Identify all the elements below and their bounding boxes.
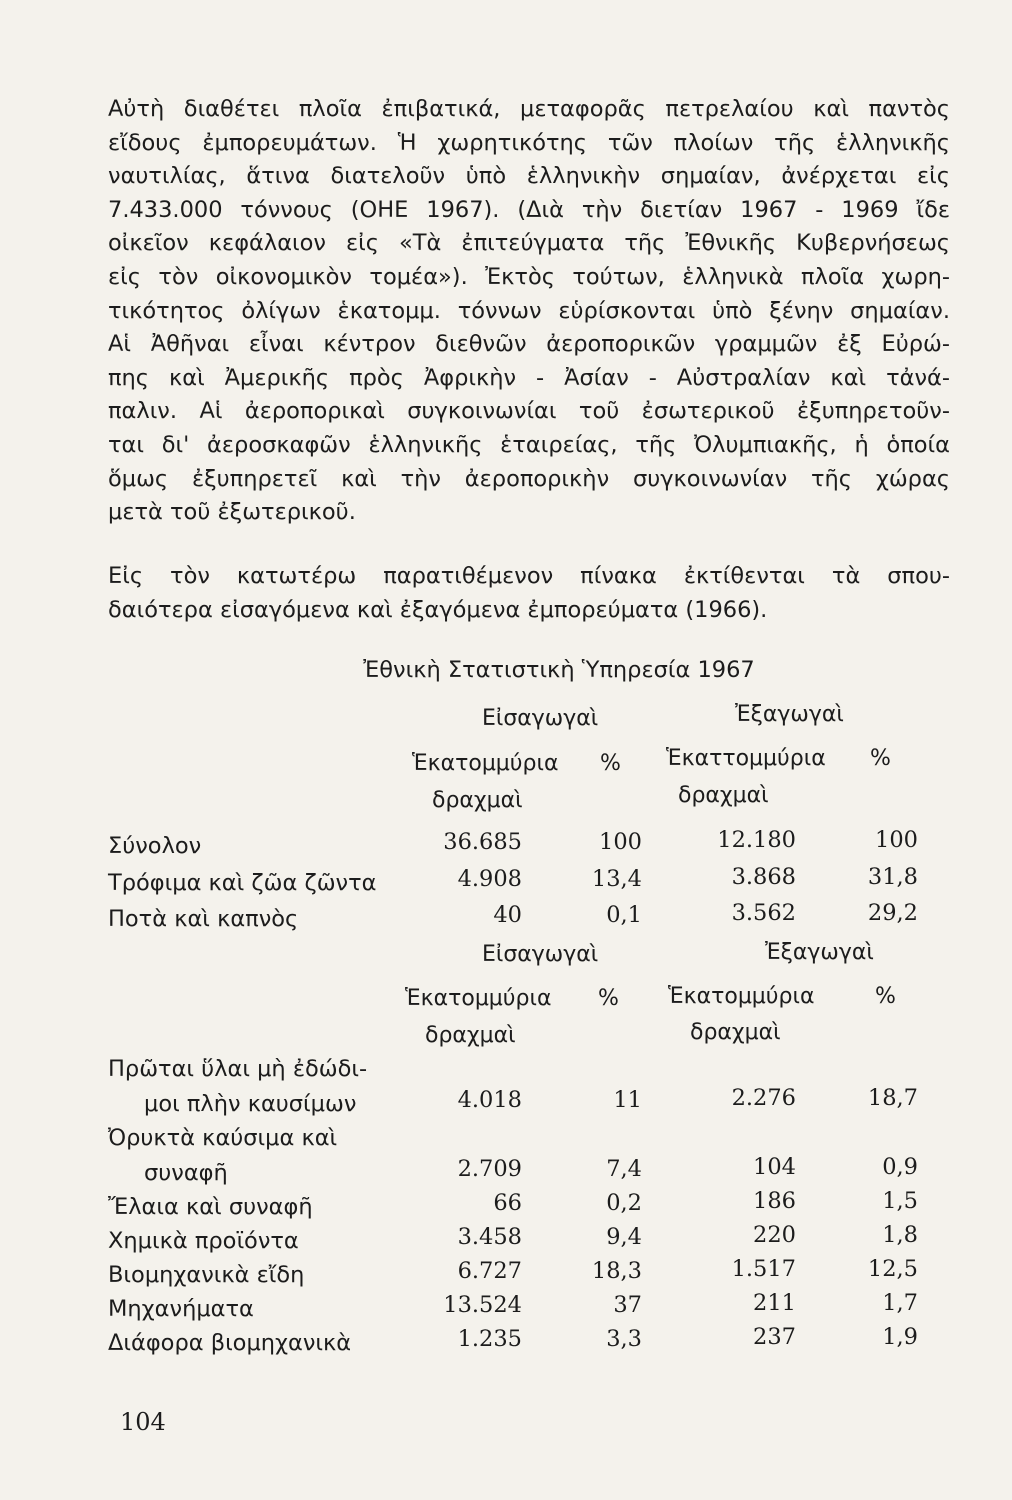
imports-percent: 9,4 <box>606 1224 642 1250</box>
text-line: εἴδους ἐμπορευμάτων. Ἡ χωρητικότης τῶν πλοίων τῆς ἑλληνικῆς <box>108 129 950 156</box>
exports-percent: 100 <box>875 827 918 853</box>
imports-percent: 3,3 <box>606 1326 642 1352</box>
text-line: μετὰ τοῦ ἐξωτερικοῦ. <box>108 499 356 526</box>
text-line: παλιν. Αἱ ἀεροπορικαὶ συγκοινωνίαι τοῦ ἐσωτερικοῦ ἐξυπηρετοῦν- <box>108 398 950 425</box>
imports-percent: 100 <box>599 829 642 855</box>
exports-unit-2: Ἑκατομμύρια <box>668 984 815 1009</box>
row-label: συναφῆ <box>144 1160 228 1186</box>
exports-pct-header-2: % <box>875 984 896 1009</box>
text-line: Εἰς τὸν κατωτέρω παρατιθέμενον πίνακα ἐκτίθενται τὰ σπου- <box>108 563 950 589</box>
row-label-line1: Πρῶται ὕλαι μὴ ἐδώδι- <box>108 1056 368 1082</box>
imports-percent: 7,4 <box>606 1156 642 1182</box>
exports-percent: 1,8 <box>882 1222 918 1248</box>
text-line: οἰκεῖον κεφάλαιον εἰς «Τὰ ἐπιτεύγματα τῆς Ἐθνικῆς Κυβερνήσεως <box>108 230 950 257</box>
text-line: Αἱ Ἀθῆναι εἶναι κέντρον διεθνῶν ἀεροπορικῶν γραμμῶν ἐξ Εὐρώ- <box>108 331 950 358</box>
imports-value: 4.018 <box>457 1087 522 1113</box>
imports-unit-2b: δραχμαὶ <box>425 1023 516 1048</box>
imports-percent: 13,4 <box>591 866 642 892</box>
exports-percent: 12,5 <box>867 1256 918 1282</box>
text-line: ναυτιλίας, ἅτινα διατελοῦν ὑπὸ ἑλληνικὴν σημαίαν, ἀνέρχεται εἰς <box>108 163 950 190</box>
imports-pct-header-1: % <box>600 751 621 776</box>
imports-value: 36.685 <box>443 829 522 855</box>
exports-value: 3.868 <box>731 864 796 890</box>
exports-unit-1: Ἑκαττομμύρια <box>666 746 826 771</box>
text-line: Αὐτὴ διαθέτει πλοῖα ἐπιβατικά, μεταφορᾶς πετρελαίου καὶ παντὸς <box>108 96 950 122</box>
imports-value: 40 <box>493 902 522 928</box>
imports-value: 4.908 <box>457 866 522 892</box>
imports-value: 2.709 <box>457 1156 522 1182</box>
row-label: μοι πλὴν καυσίμων <box>144 1091 357 1117</box>
imports-percent: 37 <box>613 1292 642 1318</box>
text-line: ὅμως ἐξυπηρετεῖ καὶ τὴν ἀεροπορικὴν συγκοινωνίαν τῆς χώρας <box>108 465 950 492</box>
row-label-line1: Ὀρυκτὰ καύσιμα καὶ <box>108 1125 338 1151</box>
imports-value: 13.524 <box>443 1292 522 1318</box>
imports-unit-1b: δραχμαὶ <box>432 788 523 813</box>
exports-value: 104 <box>753 1154 796 1180</box>
page-number: 104 <box>120 1408 166 1436</box>
exports-percent: 1,5 <box>882 1188 918 1214</box>
imports-percent: 11 <box>613 1087 642 1113</box>
imports-value: 6.727 <box>457 1258 522 1284</box>
imports-value: 3.458 <box>457 1224 522 1250</box>
exports-percent: 0,9 <box>882 1154 918 1180</box>
row-label: Ἔλαια καὶ συναφῆ <box>108 1194 313 1220</box>
imports-unit-1: Ἑκατομμύρια <box>412 751 559 776</box>
row-label: Διάφορα βιομηχανικὰ <box>108 1330 352 1356</box>
exports-value: 211 <box>753 1290 796 1316</box>
exports-header-2: Ἐξαγωγαὶ <box>765 940 874 965</box>
imports-percent: 18,3 <box>591 1258 642 1284</box>
row-label: Βιομηχανικὰ εἴδη <box>108 1262 305 1288</box>
imports-value: 66 <box>493 1190 522 1216</box>
row-label: Μηχανήματα <box>108 1296 254 1322</box>
exports-value: 2.276 <box>731 1085 796 1111</box>
text-line: πης καὶ Ἀμερικῆς πρὸς Ἀφρικὴν - Ἀσίαν - Αὐστραλίαν καὶ τἀνά- <box>108 364 950 391</box>
exports-percent: 1,9 <box>882 1324 918 1350</box>
row-label: Ποτὰ καὶ καπνὸς <box>108 906 299 932</box>
paragraph-trade-intro <box>108 560 950 627</box>
row-label: Τρόφιμα καὶ ζῶα ζῶντα <box>108 870 377 896</box>
exports-value: 186 <box>753 1188 796 1214</box>
imports-header-1: Εἰσαγωγαὶ <box>482 706 599 731</box>
paragraph-shipping-aviation <box>108 93 950 530</box>
exports-unit-1b: δραχμαὶ <box>678 783 769 808</box>
imports-percent: 0,2 <box>606 1190 642 1216</box>
exports-unit-2b: δραχμαὶ <box>690 1020 781 1045</box>
exports-header-1: Ἐξαγωγαὶ <box>735 702 844 727</box>
imports-unit-2: Ἑκατομμύρια <box>405 986 552 1011</box>
text-line: ται δι' ἀεροσκαφῶν ἑλληνικῆς ἑταιρείας, τῆς Ὀλυμπιακῆς, ἡ ὁποία <box>108 431 950 458</box>
exports-value: 1.517 <box>731 1256 796 1282</box>
exports-value: 3.562 <box>731 900 796 926</box>
exports-percent: 31,8 <box>867 864 918 890</box>
row-label: Σύνολον <box>108 833 202 859</box>
exports-percent: 29,2 <box>867 900 918 926</box>
exports-pct-header-1: % <box>870 746 891 771</box>
imports-value: 1.235 <box>457 1326 522 1352</box>
text-line: τικότητος ὀλίγων ἑκατομμ. τόννων εὑρίσκονται ὑπὸ ξένην σημαίαν. <box>108 297 950 324</box>
exports-value: 220 <box>753 1222 796 1248</box>
imports-header-2: Εἰσαγωγαὶ <box>482 942 599 967</box>
imports-percent: 0,1 <box>606 902 642 928</box>
exports-percent: 1,7 <box>882 1290 918 1316</box>
exports-value: 12.180 <box>717 827 796 853</box>
exports-percent: 18,7 <box>867 1085 918 1111</box>
text-line: 7.433.000 τόννους (ΟΗΕ 1967). (Διὰ τὴν διετίαν 1967 - 1969 ἴδε <box>108 196 950 223</box>
imports-pct-header-2: % <box>598 986 619 1011</box>
text-line: εἰς τὸν οἰκονομικὸν τομέα»). Ἐκτὸς τούτων, ἑλληνικὰ πλοῖα χωρη- <box>108 263 950 290</box>
row-label: Χημικὰ προϊόντα <box>108 1228 299 1254</box>
text-line: δαιότερα εἰσαγόμενα καὶ ἐξαγόμενα ἐμπορεύματα (1966). <box>108 596 768 623</box>
table-caption: Ἐθνικὴ Στατιστικὴ Ὑπηρεσία 1967 <box>363 657 755 683</box>
exports-value: 237 <box>753 1324 796 1350</box>
